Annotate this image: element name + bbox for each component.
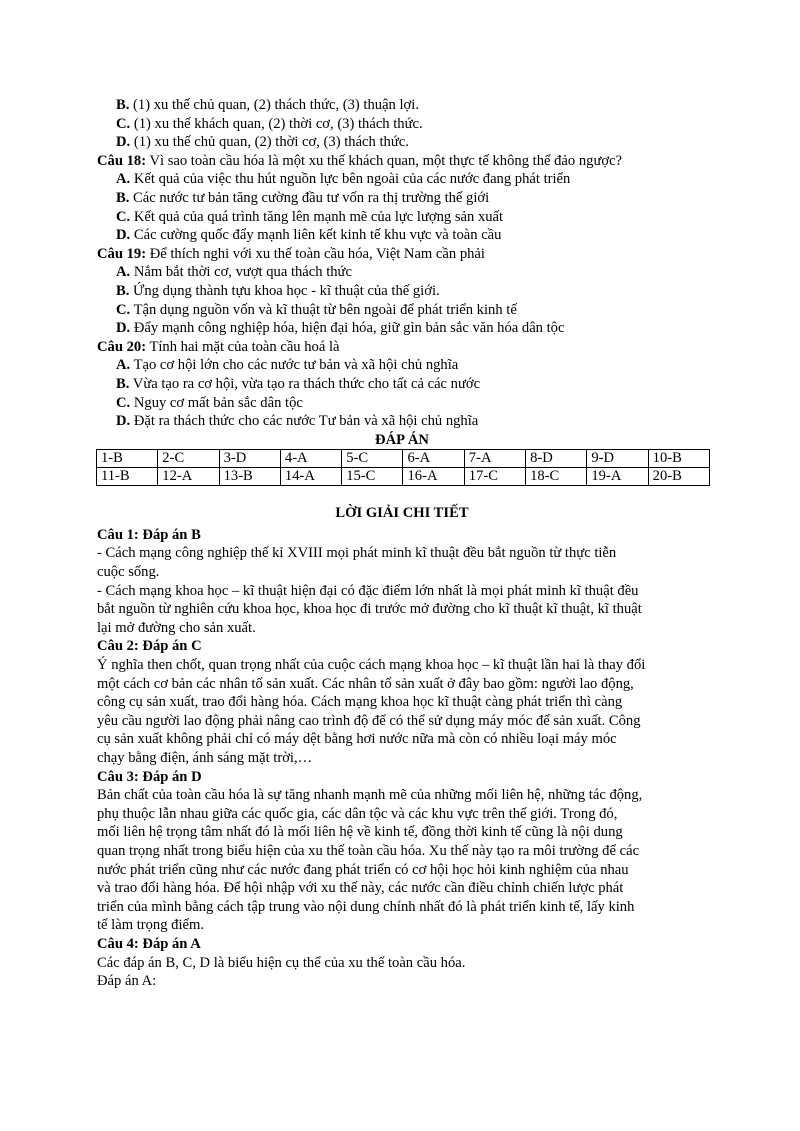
solution-line: Ý nghĩa then chốt, quan trọng nhất của cuộc cách mạng khoa học – kĩ thuật lần hai là thay đổi (97, 657, 646, 674)
solution-1 (97, 526, 707, 638)
answer-cell: 20-B (648, 468, 709, 486)
q19-option-d: D. Đẩy mạnh công nghiệp hóa, hiện đại hóa, giữ gìn bản sắc văn hóa dân tộc (116, 320, 565, 337)
answer-cell: 4-A (280, 450, 341, 468)
solution-4 (97, 935, 707, 991)
answer-cell: 12-A (158, 468, 219, 486)
solution-line: Đáp án A: (97, 973, 157, 990)
solution-line: bắt nguồn từ nghiên cứu khoa học, khoa học đi trước mở đường cho kĩ thuật kĩ thuật, kĩ thuật (97, 601, 642, 618)
answer-cell: 2-C (158, 450, 219, 468)
solution-line: mối liên hệ trọng tâm nhất đó là mối liên hệ về kinh tế, đồng thời kinh tế cũng là nội dung (97, 824, 623, 841)
answer-cell: 15-C (342, 468, 403, 486)
answer-cell: 7-A (464, 450, 525, 468)
question-17-options (97, 96, 707, 152)
spacer (97, 486, 707, 504)
answer-cell: 3-D (219, 450, 280, 468)
q20-option-d: D. Đặt ra thách thức cho các nước Tư bản và xã hội chủ nghĩa (116, 413, 479, 430)
answer-cell: 8-D (526, 450, 587, 468)
q17-option-b: B. (1) xu thế chủ quan, (2) thách thức, (3) thuận lợi. (116, 97, 419, 113)
solution-line: yêu cầu người lao động phải nâng cao trình độ để có thể sử dụng máy móc để sản xuất. Công (97, 712, 641, 729)
answer-cell: 18-C (526, 468, 587, 486)
answer-cell: 10-B (648, 450, 709, 468)
solution-3 (97, 768, 707, 935)
q19-option-a: A. Nắm bắt thời cơ, vượt qua thách thức (116, 264, 352, 281)
answer-row (97, 450, 710, 468)
answer-cell: 5-C (342, 450, 403, 468)
solution-line: một cách cơ bản các nhân tố sản xuất. Các nhân tố sản xuất ở đây bao gồm: người lao động, (97, 675, 634, 692)
q19-option-b: B. Ứng dụng thành tựu khoa học - kĩ thuật của thế giới. (116, 282, 440, 299)
solution-line: cuộc sống. (97, 564, 160, 581)
answer-cell: 14-A (280, 468, 341, 486)
question-20-stem: Câu 20: Tính hai mặt của toàn cầu hoá là (97, 338, 340, 355)
solution-line: phụ thuộc lẫn nhau giữa các quốc gia, các dân tộc và các khu vực trên thế giới. Trong đó, (97, 805, 618, 822)
q19-option-c: C. Tận dụng nguồn vốn và kĩ thuật từ bên ngoài để phát triển kinh tế (116, 301, 517, 318)
solution-line: Bản chất của toàn cầu hóa là sự tăng nhanh mạnh mẽ của những mối liên hệ, những tác động, (97, 787, 643, 804)
solution-line: chạy bằng điện, ánh sáng mặt trời,… (97, 750, 313, 766)
answer-cell: 19-A (587, 468, 648, 486)
solution-line: cụ sản xuất không phải chỉ có máy dệt bằng hơi nước nữa mà còn có nhiều loại máy móc (97, 731, 617, 748)
question-20 (97, 338, 707, 431)
answer-cell: 16-A (403, 468, 464, 486)
question-19 (97, 245, 707, 338)
q18-option-c: C. Kết quả của quá trình tăng lên mạnh mẽ của lực lượng sản xuất (116, 208, 504, 225)
solution-line: tế làm trọng điểm. (97, 917, 204, 934)
q20-option-a: A. Tạo cơ hội lớn cho các nước tư bản và xã hội chủ nghĩa (116, 357, 459, 374)
solution-line: - Cách mạng khoa học – kĩ thuật hiện đại có đặc điểm lớn nhất là mọi phát minh kĩ thuật đều (97, 582, 639, 599)
answer-cell: 11-B (97, 468, 158, 486)
answer-cell: 9-D (587, 450, 648, 468)
solution-line: quan trọng nhất trong biểu hiện của xu thế toàn cầu hóa. Xu thế này tạo ra môi trường để các (97, 842, 640, 859)
question-19-stem: Câu 19: Để thích nghi với xu thế toàn cầu hóa, Việt Nam cần phải (97, 245, 485, 262)
solution-2 (97, 637, 707, 767)
solution-line: lại mở đường cho sản xuất. (97, 619, 256, 636)
solution-heading: Câu 1: Đáp án B (97, 526, 201, 543)
q18-option-a: A. Kết quả của việc thu hút nguồn lực bên ngoài của các nước đang phát triển (116, 171, 571, 188)
solution-line: Các đáp án B, C, D là biểu hiện cụ thể của xu thế toàn cầu hóa. (97, 954, 466, 971)
answer-cell: 13-B (219, 468, 280, 486)
q20-option-c: C. Nguy cơ mất bản sắc dân tộc (116, 394, 303, 411)
question-18-stem: Câu 18: Vì sao toàn cầu hóa là một xu thế khách quan, một thực tế không thể đảo ngược? (97, 152, 623, 169)
document-page (97, 96, 707, 991)
answer-cell: 6-A (403, 450, 464, 468)
answer-key-title: ĐÁP ÁN (375, 431, 429, 448)
question-18 (97, 152, 707, 245)
answer-cell: 1-B (97, 450, 158, 468)
q18-option-d: D. Các cường quốc đẩy mạnh liên kết kinh tế khu vực và toàn cầu (116, 227, 502, 244)
solution-line: nước phát triển cũng như các nước đang phát triển có cơ hội học hỏi kinh nghiệm của nhau (97, 861, 629, 878)
solution-heading: Câu 2: Đáp án C (97, 638, 202, 655)
solution-line: và trao đổi hàng hóa. Để hội nhập với xu thế này, các nước cần điều chỉnh chiến lược phát (97, 880, 624, 897)
solution-title: LỜI GIẢI CHI TIẾT (335, 505, 469, 522)
q17-option-c: C. (1) xu thế khách quan, (2) thời cơ, (3) thách thức. (116, 115, 423, 132)
solution-heading: Câu 3: Đáp án D (97, 768, 202, 785)
answer-key-table (96, 449, 710, 486)
solution-line: công cụ sản xuất, trao đổi hàng hóa. Cách mạng khoa học kĩ thuật càng phát triển thì càng (97, 694, 623, 711)
solution-line: triển của mình bằng cách tập trung vào nội dung chính nhất đó là phát triển kinh tế, lấy kinh (97, 898, 635, 915)
q20-option-b: B. Vừa tạo ra cơ hội, vừa tạo ra thách thức cho tất cả các nước (116, 375, 481, 392)
answer-cell: 17-C (464, 468, 525, 486)
solution-line: - Cách mạng công nghiệp thế kỉ XVIII mọi phát minh kĩ thuật đều bắt nguồn từ thực tiễn (97, 545, 617, 562)
q18-option-b: B. Các nước tư bản tăng cường đầu tư vốn ra thị trường thế giới (116, 189, 490, 206)
solution-heading: Câu 4: Đáp án A (97, 935, 201, 952)
answer-row (97, 468, 710, 486)
q17-option-d: D. (1) xu thế chủ quan, (2) thời cơ, (3) thách thức. (116, 134, 409, 151)
